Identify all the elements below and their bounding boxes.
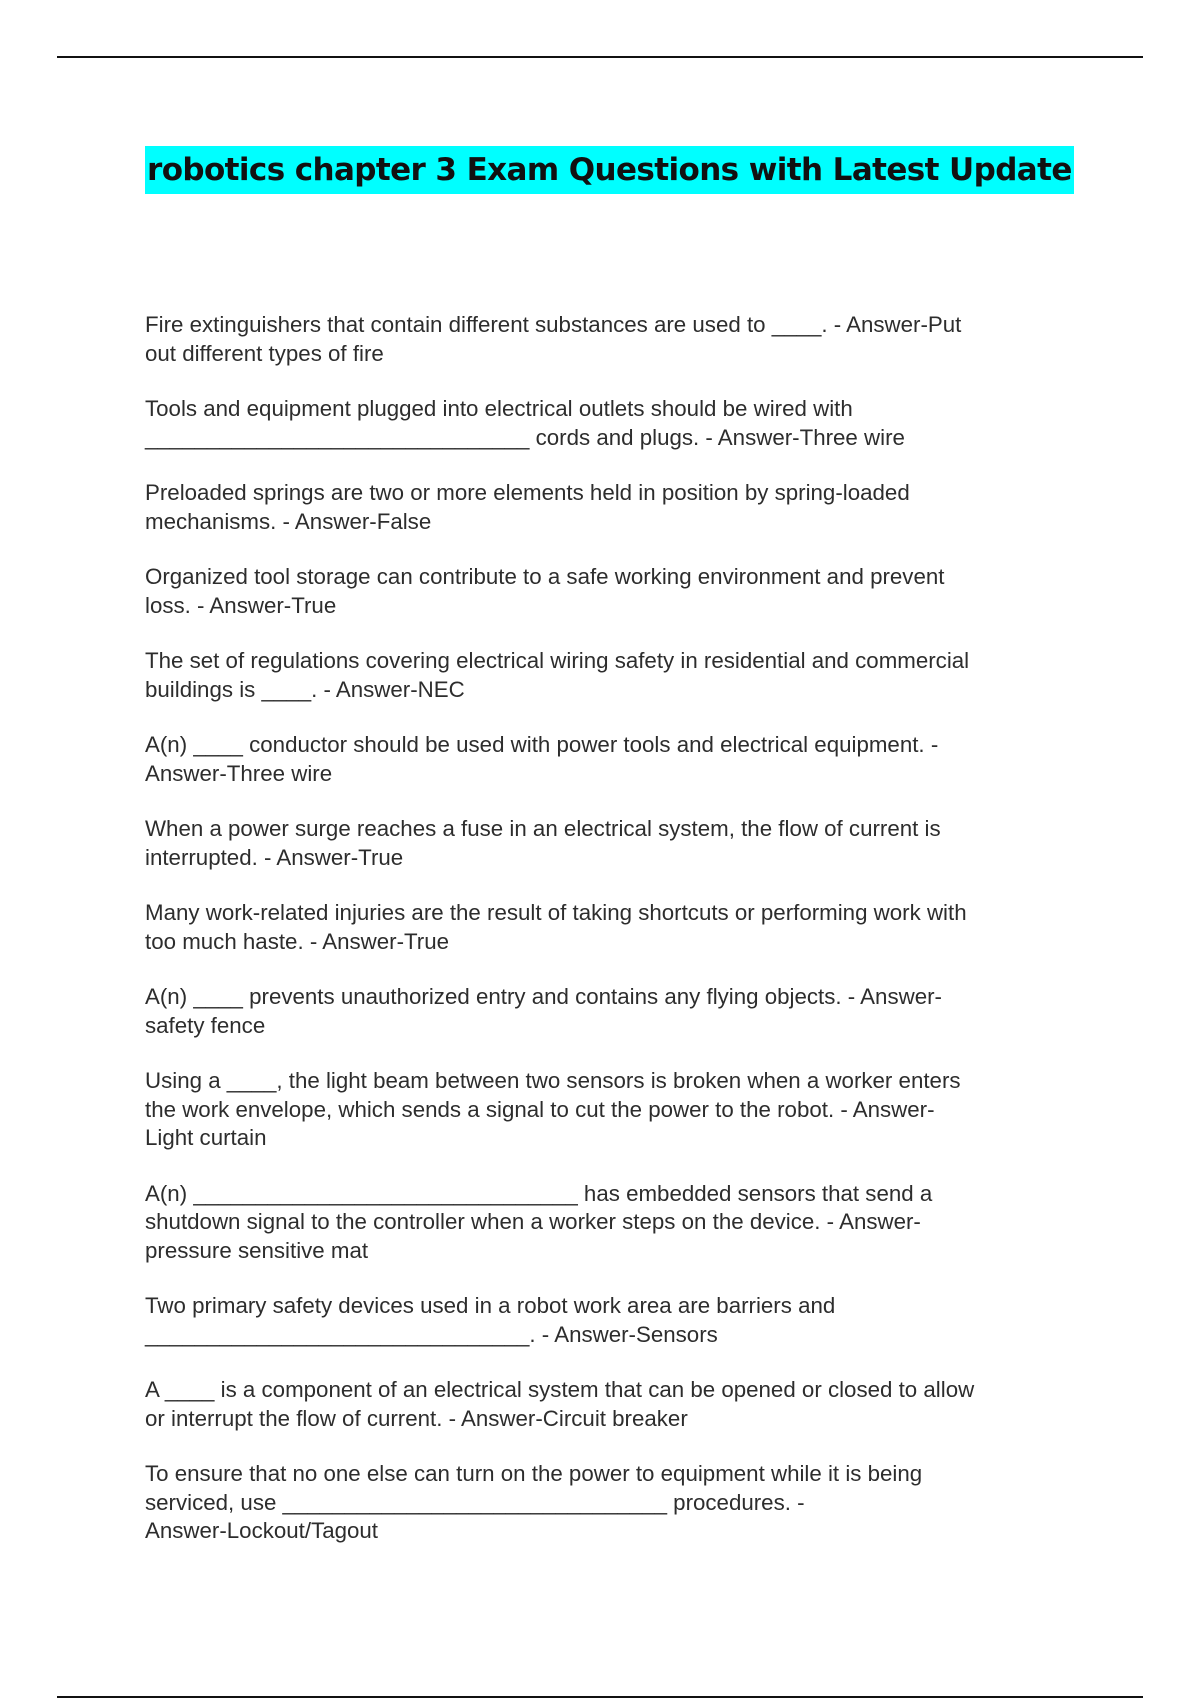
question-text-line: A(n) ____ prevents unauthorized entry and contains any flying objects. - Answer- xyxy=(145,984,942,1009)
question-text-line: Light curtain xyxy=(145,1125,267,1150)
document-title: robotics chapter 3 Exam Questions with Latest Update xyxy=(145,146,1074,194)
question-text-line: safety fence xyxy=(145,1012,266,1038)
question-text-line: Tools and equipment plugged into electrical outlets should be wired with xyxy=(145,396,853,421)
question-item xyxy=(145,731,1050,788)
question-text-line: interrupted. - Answer-True xyxy=(145,844,404,870)
footer-rule xyxy=(57,1696,1143,1698)
question-text-line: too much haste. - Answer-True xyxy=(145,928,450,954)
question-text-line: _______________________________ cords and plugs. - Answer-Three wire xyxy=(145,424,905,450)
question-item xyxy=(145,479,1050,536)
question-text-line: buildings is ____. - Answer-NEC xyxy=(145,676,465,702)
question-text-line: Answer-Three wire xyxy=(145,760,333,786)
question-text-line: or interrupt the flow of current. - Answer-Circuit breaker xyxy=(145,1405,688,1431)
question-item xyxy=(145,1292,1050,1349)
question-text-line: When a power surge reaches a fuse in an electrical system, the flow of current is xyxy=(145,816,941,841)
question-text-line: Answer-Lockout/Tagout xyxy=(145,1518,379,1543)
title-block xyxy=(145,146,1072,194)
question-item xyxy=(145,1376,1050,1433)
question-text-line: Fire extinguishers that contain different substances are used to ____. - Answer-Put xyxy=(145,312,962,337)
question-text-line: A(n) _______________________________ has embedded sensors that send a xyxy=(145,1180,933,1206)
question-text-line: out different types of fire xyxy=(145,340,384,366)
question-item xyxy=(145,1460,1050,1546)
question-item xyxy=(145,899,1050,956)
question-item xyxy=(145,1067,1050,1153)
question-item xyxy=(145,563,1050,620)
question-text-line: To ensure that no one else can turn on the power to equipment while it is being xyxy=(145,1461,923,1486)
question-text-line: A(n) ____ conductor should be used with power tools and electrical equipment. - xyxy=(145,732,939,757)
question-text-line: _______________________________. - Answer-Sensors xyxy=(145,1321,718,1347)
question-item xyxy=(145,395,1050,452)
question-text-line: loss. - Answer-True xyxy=(145,592,337,618)
question-text-line: Using a ____, the light beam between two sensors is broken when a worker enters xyxy=(145,1068,961,1093)
question-text-line: pressure sensitive mat xyxy=(145,1237,369,1263)
question-text-line: Many work-related injuries are the result of taking shortcuts or performing work with xyxy=(145,900,967,925)
question-item xyxy=(145,815,1050,872)
question-text-line: Organized tool storage can contribute to a safe working environment and prevent xyxy=(145,564,945,589)
question-text-line: Two primary safety devices used in a robot work area are barriers and xyxy=(145,1293,836,1318)
question-text-line: serviced, use _______________________________ procedures. - xyxy=(145,1489,805,1515)
question-item xyxy=(145,1180,1050,1266)
question-text-line: shutdown signal to the controller when a worker steps on the device. - Answer- xyxy=(145,1209,921,1234)
header-rule xyxy=(57,56,1143,58)
question-list xyxy=(145,311,1050,1573)
question-item xyxy=(145,647,1050,704)
question-text-line: the work envelope, which sends a signal to cut the power to the robot. - Answer- xyxy=(145,1096,935,1122)
question-text-line: Preloaded springs are two or more elements held in position by spring-loaded xyxy=(145,480,910,505)
question-text-line: mechanisms. - Answer-False xyxy=(145,508,432,534)
question-item xyxy=(145,983,1050,1040)
question-text-line: A ____ is a component of an electrical system that can be opened or closed to allow xyxy=(145,1377,975,1402)
question-item xyxy=(145,311,1050,368)
question-text-line: The set of regulations covering electrical wiring safety in residential and commercial xyxy=(145,648,970,673)
